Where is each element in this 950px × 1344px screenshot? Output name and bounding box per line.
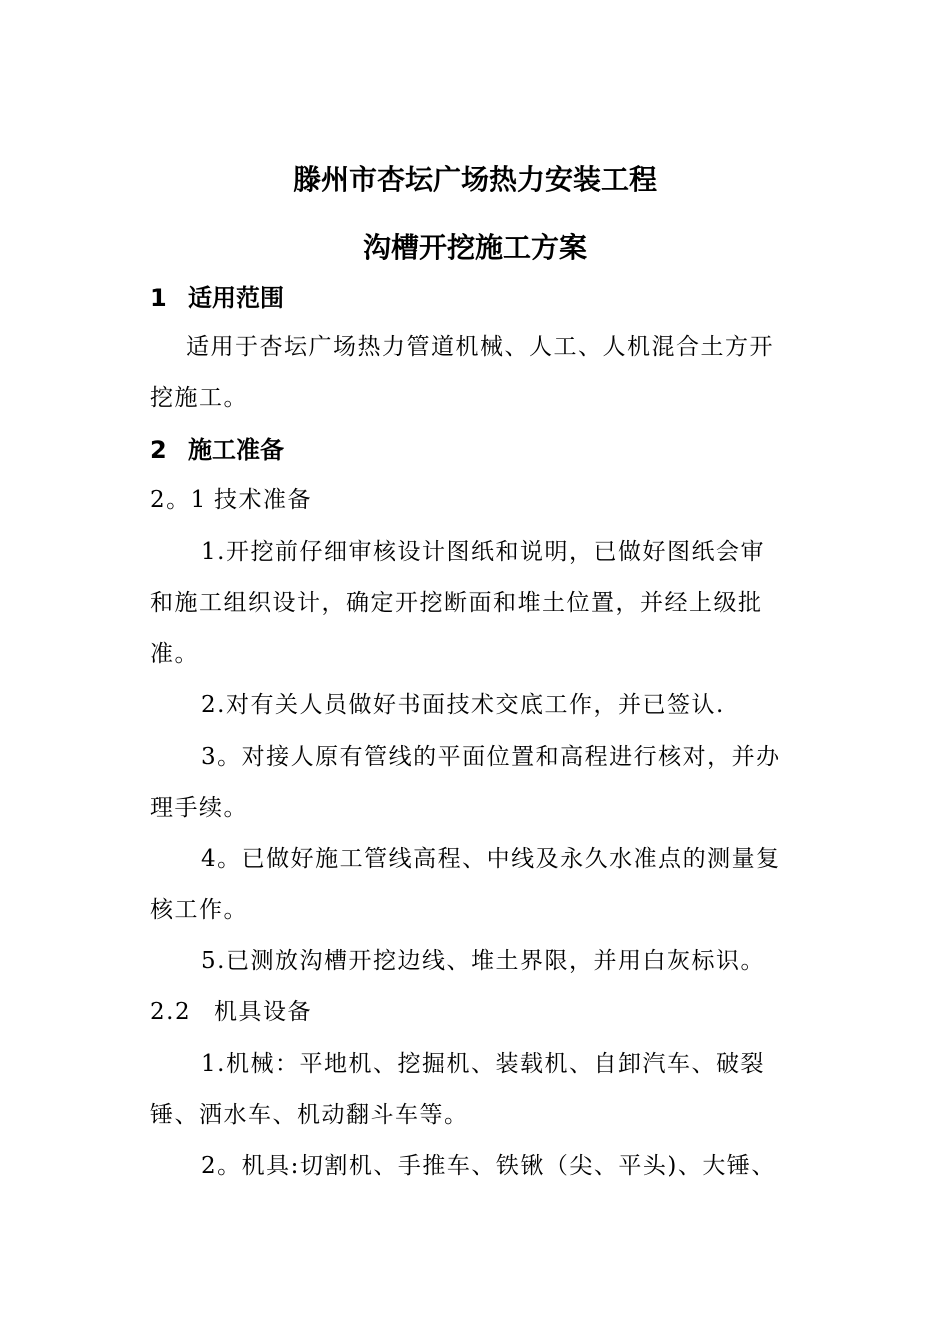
subsection-2-2-title: 机具设备 <box>214 999 312 1025</box>
section-1-title: 适用范围 <box>188 284 284 312</box>
tech-item-5: 5.已测放沟槽开挖边线、堆土界限，并用白灰标识。 <box>201 948 765 974</box>
section-1-heading <box>150 278 284 313</box>
subsection-2-2-number: 2.2 <box>150 999 192 1025</box>
section-1-paragraph-line2: 挖施工。 <box>150 385 248 411</box>
equipment-item-1-line1: 1.机械：平地机、挖掘机、装载机、自卸汽车、破裂 <box>201 1051 765 1077</box>
section-1-number: 1 <box>150 284 167 312</box>
tech-item-1-line2: 和施工组织设计，确定开挖断面和堆土位置，并经上级批 <box>150 590 763 616</box>
subsection-2-1-heading <box>150 481 312 514</box>
tech-item-4-line1: 4。已做好施工管线高程、中线及永久水准点的测量复 <box>201 846 781 872</box>
subsection-2-2-heading <box>150 993 312 1026</box>
subsection-2-1-number: 2。1 <box>150 487 207 513</box>
tech-item-3-line2: 理手续。 <box>150 795 248 821</box>
tech-item-1-line1: 1.开挖前仔细审核设计图纸和说明，已做好图纸会审 <box>201 539 765 565</box>
section-2-number: 2 <box>150 436 167 464</box>
tech-item-2: 2.对有关人员做好书面技术交底工作，并已签认. <box>201 692 725 718</box>
tech-item-3-line1: 3。对接人原有管线的平面位置和高程进行核对，并办 <box>201 744 781 770</box>
tech-item-4-line2: 核工作。 <box>150 897 248 923</box>
section-2-title: 施工准备 <box>188 436 284 464</box>
section-2-heading <box>150 430 284 465</box>
section-1-paragraph-line1: 适用于杏坛广场热力管道机械、人工、人机混合土方开 <box>186 334 774 360</box>
equipment-item-2-line1: 2。机具:切割机、手推车、铁锹（尖、平头)、大锤、 <box>201 1153 776 1179</box>
document-title-line1: 滕州市杏坛广场热力安装工程 <box>292 163 657 196</box>
document-title-line2: 沟槽开挖施工方案 <box>362 231 587 264</box>
subsection-2-1-title: 技术准备 <box>214 487 312 513</box>
tech-item-1-line3: 准。 <box>150 641 199 667</box>
equipment-item-1-line2: 锤、洒水车、机动翻斗车等。 <box>150 1102 469 1128</box>
